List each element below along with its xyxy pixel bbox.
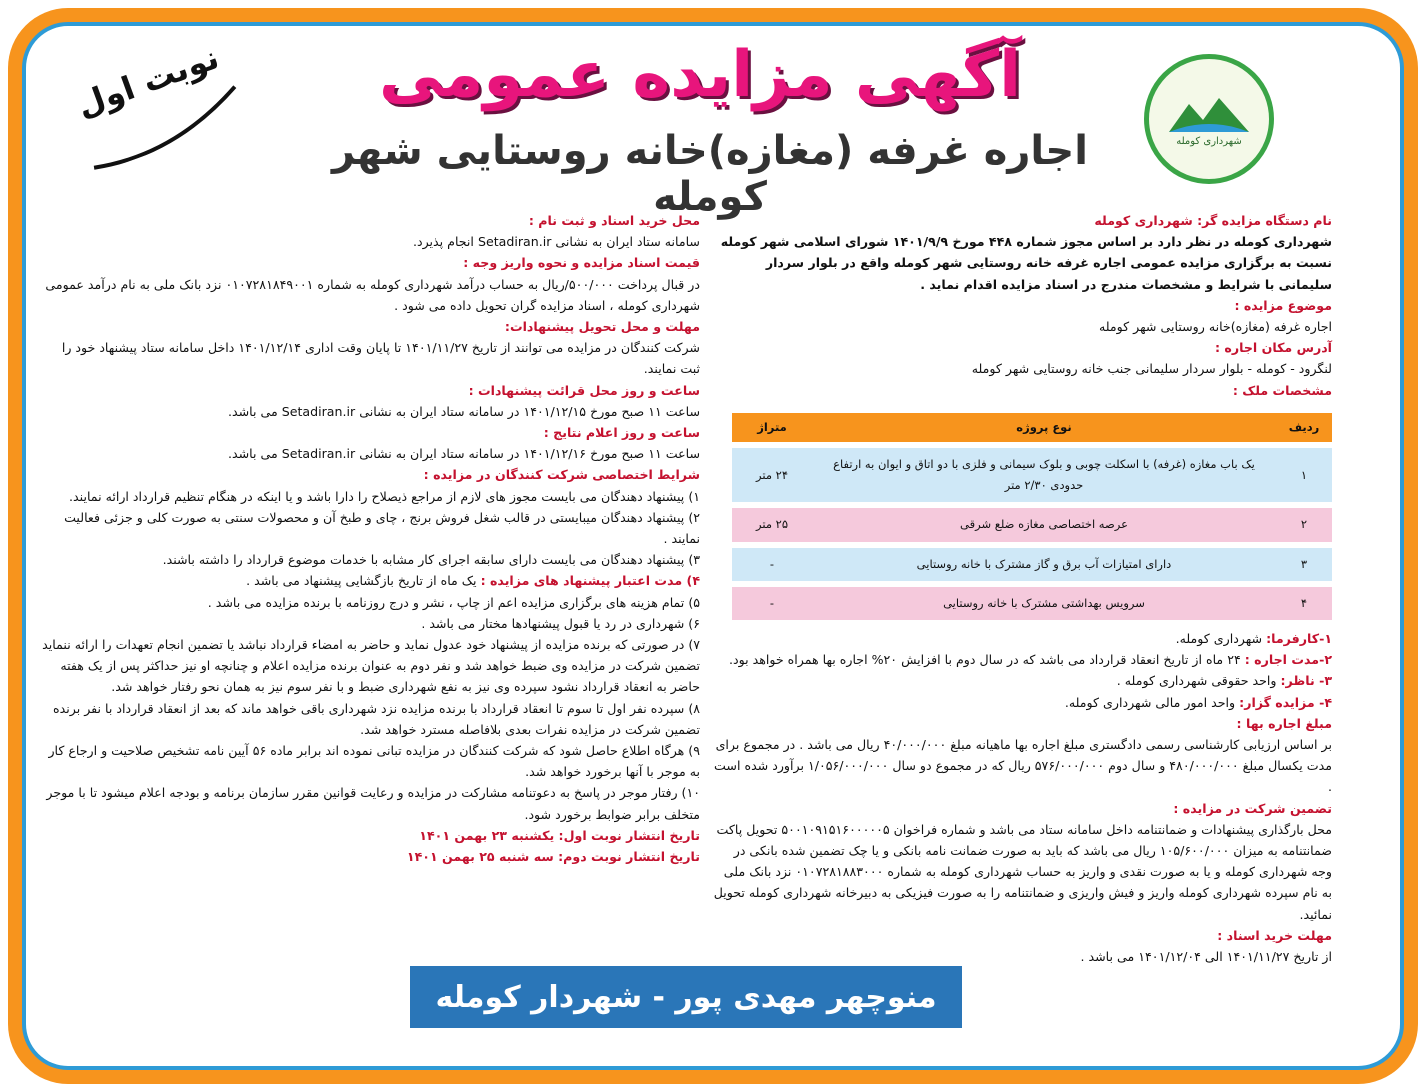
condition-item: ۳) پیشنهاد دهندگان می بایست دارای سابقه اجرای کار مشابه با خدمات موضوع قرارداد را داشته باشند. — [162, 552, 700, 568]
price-label: قیمت اسناد مزایده و نحوه واریز وجه : — [463, 255, 700, 271]
table-cell: ۳ — [1276, 548, 1332, 581]
table-row — [732, 548, 1332, 581]
address-text: لنگرود - کومله - بلوار سردار سلیمانی جنب خانه روستایی شهر کومله — [971, 361, 1332, 377]
table-cell: ۲۵ متر — [732, 508, 812, 541]
condition-item: ۷) در صورتی که برنده مزایده از پیشنهاد خود عدول نماید و حاضر به امضاء قرارداد نباشد یا تضمین انجام تعهدات را ارائه ننماید تضمین شرکت در مزایده وی ضبط خواهد شد و نفر دوم به عنوان برنده مزایده اعلام و چنانچه او نیز حداکثر پس از یک هفته حاضر به انعقاد قرارداد نشود سپرده وی نیز به نفع شهرداری ضبط و با نفر سوم نیز به همان نحو رفتار خواهد شد. — [42, 637, 700, 695]
condition-item: ۶) شهرداری در رد یا قبول پیشنهادها مختار می باشد . — [421, 615, 700, 631]
opening-label: ساعت و روز محل قرائت پیشنهادات : — [468, 382, 700, 398]
subject-text: اجاره غرفه (مغازه)خانه روستایی شهر کومله — [1099, 319, 1332, 335]
table-cell: ۴ — [1276, 587, 1332, 620]
table-header: نوع پروژه — [812, 413, 1276, 442]
table-row — [732, 448, 1332, 502]
holder-text: واحد امور مالی شهرداری کومله. — [1064, 694, 1236, 710]
table-row — [732, 508, 1332, 541]
table-cell: - — [732, 548, 812, 581]
submit-label: مهلت و محل تحویل پیشنهادات: — [504, 319, 700, 335]
specs-label: مشخصات ملک : — [1232, 382, 1332, 398]
condition-item: ۸) سپرده نفر اول تا سوم تا انعقاد قرارداد با برنده مزایده نزد شهرداری باقی خواهد ماند که بعد از انعقاد قرارداد با نفر برنده تضمین شرکت در مزایده نفرات بعدی بلافاصله مسترد خواهد شد. — [53, 700, 700, 737]
supervisor-text: واحد حقوقی شهرداری کومله . — [1116, 673, 1277, 689]
condition-item: ۱۰) رفتار موجر در پاسخ به دعوتنامه مشارکت در مزایده و رعایت قوانین مقرر سازمان برنامه و بودجه اعلام میشود تا با موجر متخلف برابر ضوابط برخورد شود. — [46, 785, 700, 822]
deadline-text: از تاریخ ۱۴۰۱/۱۱/۲۷ الی ۱۴۰۱/۱۲/۰۴ می باشد . — [1080, 949, 1332, 965]
stamp-text: نوبت اول — [71, 38, 224, 125]
table-header-row — [732, 413, 1332, 442]
price-text: در قبال پرداخت ۵۰۰/۰۰۰/ریال به حساب درآمد شهرداری کومله به شماره ۰۱۰۷۲۸۱۸۴۹۰۰۱ نزد بانک ملی به نام درآمد عمومی شهرداری کومله ، اسناد مزایده گران تحویل داده می شود . — [45, 276, 700, 313]
page-title: آگهی مزایده عمومی — [379, 38, 1021, 112]
table-header: متراژ — [732, 413, 812, 442]
holder-label: ۴- مزایده گزار: — [1239, 694, 1332, 710]
logo-label: شهرداری کومله — [1176, 135, 1242, 147]
condition-item: یک ماه از تاریخ بازگشایی پیشنهاد می باشد . — [246, 573, 477, 589]
subject-label: موضوع مزایده : — [1234, 297, 1332, 313]
opening-text: ساعت ۱۱ صبح مورخ ۱۴۰۱/۱۲/۱۵ در سامانه ستاد ایران به نشانی Setadiran.ir می باشد. — [227, 403, 700, 419]
table-cell: سرویس بهداشتی مشترک با خانه روستایی — [812, 587, 1276, 620]
condition-item: ۹) هرگاه اطلاع حاصل شود که شرکت کنندگان در مزایده تبانی نموده اند برابر ماده ۵۶ آیین نامه تشخیص صلاحیت و ارجاع کار به موجر با آنها برخورد خواهد شد. — [48, 743, 700, 780]
supervisor-label: ۳- ناظر: — [1280, 673, 1332, 689]
duration-label: ۲-مدت اجاره : — [1244, 652, 1332, 668]
municipality-logo — [1144, 54, 1274, 184]
table-cell: یک باب مغازه (غرفه) با اسکلت چوبی و بلوک سیمانی و فلزی با دو اتاق و ایوان به ارتفاع حدودی ۲/۳۰ متر — [812, 448, 1276, 502]
publish-date-second: تاریخ انتشار نوبت دوم: سه شنبه ۲۵ بهمن ۱۴۰۱ — [406, 849, 700, 865]
mountains-icon — [1169, 92, 1249, 132]
table-cell: دارای امتیازات آب برق و گاز مشترک با خانه روستایی — [812, 548, 1276, 581]
employer-label: ۱-کارفرما: — [1266, 631, 1332, 647]
guarantee-label: تضمین شرکت در مزایده : — [1173, 800, 1332, 816]
condition-item: ۲) پیشنهاد دهندگان میبایستی در قالب شغل فروش برنج ، چای و طبخ آن و محصولات سنتی به صورت کلی و جزئی فعالیت نمایند . — [64, 509, 700, 547]
left-column — [40, 210, 700, 867]
purchase-text: سامانه ستاد ایران به نشانی Setadiran.ir انجام پذیرد. — [412, 234, 700, 250]
submit-text: شرکت کنندگان در مزایده می توانند از تاریخ ۱۴۰۱/۱۱/۲۷ تا پایان وقت اداری ۱۴۰۱/۱۲/۱۴ داخل سامانه ستاد پیشنهاد خود را ثبت نمایند. — [61, 340, 700, 377]
validity-label: ۴) مدت اعتبار پیشنهاد های مزایده : — [480, 573, 700, 589]
table-cell: عرصه اختصاصی مغازه ضلع شرقی — [812, 508, 1276, 541]
table-cell: ۱ — [1276, 448, 1332, 502]
table-cell: - — [732, 587, 812, 620]
table-header: ردیف — [1276, 413, 1332, 442]
table-row — [732, 587, 1332, 620]
table-cell: ۲ — [1276, 508, 1332, 541]
table-cell: ۲۴ متر — [732, 448, 812, 502]
page-subtitle: اجاره غرفه (مغازه)خانه روستایی شهر کومله — [332, 128, 1088, 220]
results-text: ساعت ۱۱ صبح مورخ ۱۴۰۱/۱۲/۱۶ در سامانه ستاد ایران به نشانی Setadiran.ir می باشد. — [227, 446, 700, 462]
duration-text: ۲۴ ماه از تاریخ انعقاد قرارداد می باشد که در سال دوم با افزایش ۲۰% اجاره بها همراه خواهد بود. — [728, 652, 1241, 668]
guarantee-text: محل بارگذاری پیشنهادات و ضمانتنامه داخل سامانه ستاد می باشد و شماره فراخوان ۵۰۰۱۰۹۱۵۱۶۰۰۰۰۰۵ تحویل پاکت ضمانتنامه به میزان ۱۰۵/۶۰۰/۰۰۰ ریال می باشد که باید به صورت ضمانت نامه بانکی و یا چک تضمین شده بانکی در وجه شهرداری کومله و یا به صورت نقدی و واریز به حساب شهرداری کومله به شماره ۰۱۰۷۲۸۱۸۸۳۰۰۰ نزد بانک ملی به نام سپرده شهرداری کومله واریز و فیش واریزی و ضمانتنامه را به صورت فیزیکی به دبیرخانه شهرداری کومله تحویل نمائید. — [713, 821, 1332, 922]
deadline-label: مهلت خرید اسناد : — [1217, 927, 1332, 943]
intro-text: شهرداری کومله در نظر دارد بر اساس مجوز شماره ۴۴۸ مورخ ۱۴۰۱/۹/۹ شورای اسلامی شهر کومله نسبت به برگزاری مزایده عمومی اجاره غرفه خانه روستایی شهر کومله واقع در بلوار سردار سلیمانی با شرایط و مشخصات مندرج در اسناد مزایده اقدام نماید . — [720, 234, 1332, 292]
condition-item: ۵) تمام هزینه های برگزاری مزایده اعم از چاپ ، نشر و درج روزنامه با برنده مزایده می باشد . — [207, 594, 700, 610]
employer-text: شهرداری کومله. — [1175, 631, 1263, 647]
purchase-label: محل خرید اسناد و ثبت نام : — [528, 213, 700, 228]
rent-text: بر اساس ارزیابی کارشناسی رسمی دادگستری مبلغ اجاره بها ماهیانه مبلغ ۴۰/۰۰۰/۰۰۰ ریال می باشد . در مجموع برای مدت یکسال مبلغ ۴۸۰/۰۰۰/۰۰۰ و سال دوم ۵۷۶/۰۰۰/۰۰۰ ریال که در مجموع دو سال ۱/۰۵۶/۰۰۰/۰۰۰ برآورد شده است . — [714, 737, 1332, 795]
condition-item: ۱) پیشنهاد دهندگان می بایست مجوز های لازم از مراجع ذیصلاح را دارا باشد و یا اینکه در هنگام تنظیم قرارداد ارائه نمایند. — [69, 488, 700, 504]
org-label: نام دستگاه مزایده گر: شهرداری کومله — [1094, 213, 1332, 228]
publish-date-first: تاریخ انتشار نوبت اول: یکشنبه ۲۳ بهمن ۱۴۰۱ — [419, 827, 700, 843]
signature-bar — [410, 966, 962, 1028]
right-column — [712, 210, 1332, 967]
rent-label: مبلغ اجاره بها : — [1236, 715, 1332, 731]
results-label: ساعت و روز اعلام نتایج : — [543, 425, 700, 441]
specs-table — [732, 407, 1332, 626]
signature-text: منوچهر مهدی پور - شهردار کومله — [435, 979, 937, 1015]
address-label: آدرس مکان اجاره : — [1214, 340, 1332, 356]
conditions-label: شرایط اختصاصی شرکت کنندگان در مزایده : — [423, 467, 700, 483]
